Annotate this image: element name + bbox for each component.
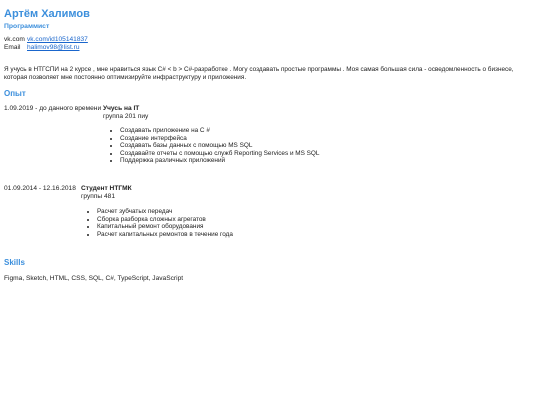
contact-label-email: Email [4, 43, 21, 51]
experience-group: группы 481 [81, 193, 116, 200]
duty-item: • Сборка разборка сложных агрегатов [97, 216, 233, 224]
experience-title: Студент НТГМК [81, 185, 132, 192]
contact-label-vk: vk.com [4, 36, 25, 43]
duty-item: • Создание интерфейса [120, 135, 319, 143]
contact-link-vk[interactable]: vk.com/id105141837 [27, 36, 88, 43]
duty-item: • Расчет капитальных ремонтов в течение года [97, 231, 233, 239]
skills-heading: Skills [4, 258, 25, 267]
duties-list [112, 127, 319, 165]
duty-item: • Расчет зубчатых передач [97, 208, 233, 216]
profile-role: Программист [4, 23, 50, 30]
duty-item: • Поддержка различных приложений [120, 157, 319, 165]
skills-text: Figma, Sketch, HTML, CSS, SQL, C#, TypeScript, JavaScript [4, 275, 184, 282]
duty-item: • Создавать базы данных с помощью MS SQL [120, 142, 319, 150]
experience-period: 01.09.2014 - 12.16.2018 [4, 185, 76, 192]
experience-title: Учусь на IT [103, 105, 140, 112]
experience-group: группа 201 пиу [103, 113, 149, 120]
experience-period: 1.09.2019 - до данного времени [4, 105, 102, 112]
duty-item: • Капитальный ремонт оборудования [97, 223, 233, 231]
experience-heading: Опыт [4, 89, 26, 98]
duty-item: • Создавайте отчеты с помощью служб Reporting Services и MS SQL [120, 150, 319, 158]
about-text: Я учусь в НТГСПИ на 2 курсе , мне нравиться язык C# < b > C#-разработке . Могу создавать простые программы . Моя самая большая сила - осведомленность о бизнесе, которая позволяет мне постоянно оптимизируйте инфраструктуру и приложения. [4, 66, 514, 81]
duties-list [89, 208, 233, 238]
contact-link-email[interactable]: halimov98@list.ru [27, 43, 80, 51]
profile-name: Артём Халимов [4, 8, 90, 20]
duty-item: • Создавать приложение на C # [120, 127, 319, 135]
